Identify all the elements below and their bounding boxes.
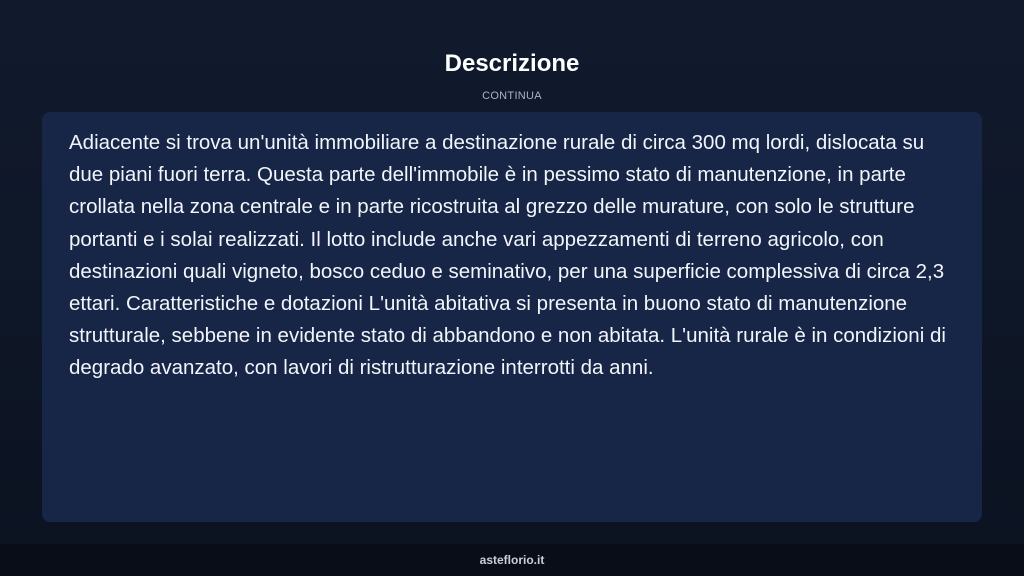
page-title: Descrizione — [444, 50, 580, 77]
description-text: Adiacente si trova un'unità immobiliare a destinazione rurale di circa 300 mq lordi, dislocata su due piani fuori terra. Questa parte dell'immobile è in pessimo stato di manutenzione, in parte crollata nella zona centrale e in parte ricostruita al grezzo delle murature, con solo le strutture portanti e i solai realizzati. Il lotto include anche vari appezzamenti di terreno agricolo, con destinazioni quali vigneto, bosco ceduo e seminativo, per una superficie complessiva di circa 2,3 ettari. Caratteristiche e dotazioni L'unità abitativa si presenta in buono stato di manutenzione strutturale, sebbene in evidente stato di abbandono e non abitata. L'unità rurale è in condizioni di degrado avanzato, con lavori di ristrutturazione interrotti da anni. — [69, 131, 946, 380]
continua-label: CONTINUA — [482, 90, 542, 102]
footer-bar — [0, 544, 1024, 576]
description-card — [42, 112, 982, 522]
footer-brand: asteflorio.it — [479, 553, 545, 567]
